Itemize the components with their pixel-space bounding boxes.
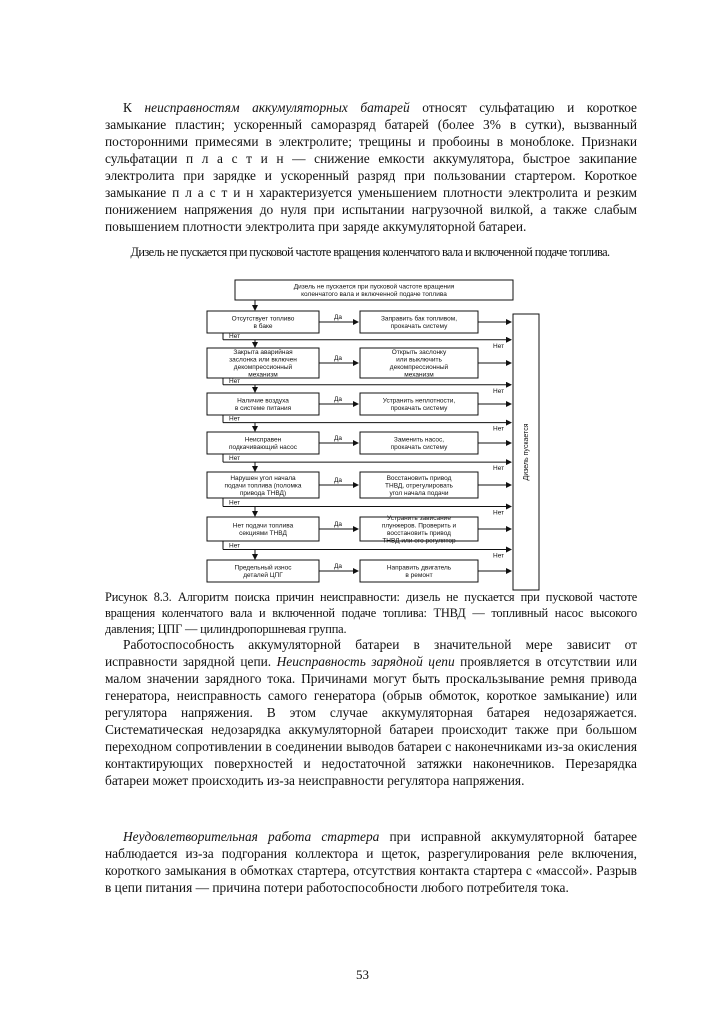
- no-label-right: Нет: [493, 425, 505, 433]
- cause-text: механизм: [248, 371, 278, 379]
- figure-caption: Рисунок 8.3. Алгоритм поиска причин неисправности: дизель не пускается при пусковой частоте вращения коленчатого вала и включенной подаче топлива: ТНВД — топливный насос высокого давления; ЦПГ — цилиндропоршневая группа.: [105, 590, 637, 636]
- no-label-right: Нет: [493, 465, 505, 473]
- flow-side-label: Дизель пускается: [523, 423, 530, 481]
- paragraph-battery-faults: К неисправностям аккумуляторных батарей относят сульфатацию и короткое замыкание пластин; ускоренный саморазряд батарей (более 3% в сутки), вызванный посторонними примесями в электролите; трещины и пробоины в моноблоке. Признаки сульфатации п л а с т и н — снижение емкости аккумулятора, быстрое закипание электролита при зарядке и ускоренный разряд при пользовании стартером. Короткое замыкание п л а с т и н характеризуется уменьшением плотности электролита и резким понижением напряжения до нуля при испытании нагрузочной вилкой, а также слабым повышением плотности электролита при заряде аккумуляторной батареи.: [105, 100, 637, 234]
- page-number: 53: [356, 967, 369, 982]
- yes-label: Да: [333, 477, 343, 484]
- action-text: восстановить привод: [387, 530, 451, 538]
- cause-text: деталей ЦПГ: [243, 572, 283, 580]
- italic-term: Неудовлетворительная работа стартера: [123, 829, 380, 844]
- action-text: Открыть заслонку: [391, 349, 447, 357]
- cause-text: подачи топлива (поломка: [224, 482, 302, 490]
- no-label: Нет: [229, 415, 241, 423]
- yes-label: Да: [333, 355, 343, 362]
- cause-text: подкачивающий насос: [229, 444, 297, 452]
- italic-term: неисправностям аккумуляторных батарей: [144, 100, 410, 115]
- cause-text: в системе питания: [234, 405, 292, 413]
- action-text: Направить двигатель: [386, 564, 452, 572]
- no-label-right: Нет: [493, 387, 505, 395]
- yes-label: Да: [333, 563, 343, 570]
- action-text: или выключить: [396, 356, 442, 364]
- action-text: Устранить зависание: [387, 515, 451, 523]
- cause-text: Нет подачи топлива: [232, 522, 294, 530]
- yes-label: Да: [333, 521, 343, 528]
- action-text: Заменить насос,: [393, 436, 445, 444]
- cause-text: Предельный износ: [234, 564, 292, 572]
- flow-start-text: Дизель не пускается при пусковой частоте вращения: [293, 283, 455, 291]
- no-label-right: Нет: [493, 552, 505, 560]
- cause-text: Наличие воздуха: [237, 397, 289, 405]
- yes-label: Да: [333, 435, 343, 442]
- cause-text: в баке: [253, 323, 273, 331]
- no-label-right: Нет: [493, 509, 505, 517]
- action-text: Восстановить привод: [386, 474, 452, 482]
- flow-start-text: коленчатого вала и включенной подаче топлива: [301, 291, 447, 299]
- no-label: Нет: [229, 332, 241, 340]
- action-text: ТНВД или его регулятор: [382, 537, 456, 545]
- paragraph-charging-circuit: Работоспособность аккумуляторной батареи в значительной мере зависит от исправности зарядной цепи. Неисправность зарядной цепи проявляется в отсутствии или малом значении зарядного тока. Причинами могут быть проскальзывание ремня привода генератора, неисправность самого генератора (обрыв обмоток, короткое замыкание) или регулятора напряжения. В этом случае аккумуляторная батарея недозаряжается. Систематическая недозарядка аккумуляторной батареи происходит также при большом переходном сопротивлении в соединении выводов батареи с наконечниками из-за окисления контактирующих поверхностей и недостаточной затяжки наконечников. Перезарядка батареи может происходить из-за неисправности регулятора напряжения.: [105, 637, 637, 788]
- paragraph-starter: Неудовлетворительная работа стартера при исправной аккумуляторной батарее наблюдается из-за подгорания коллектора и щеток, разрегулирования реле включения, короткого замыкания в обмотках стартера, отсутствия контакта стартера с «массой». Разрыв в цепи питания — причина потери работоспособности любого потребителя тока.: [105, 829, 637, 895]
- cause-text: заслонка или включен: [229, 356, 297, 364]
- no-label-right: Нет: [493, 342, 505, 350]
- action-text: плунжеров. Проверить и: [381, 522, 457, 530]
- diagram-heading: Дизель не пускается при пусковой частоте вращения коленчатого вала и включенной подаче топлива.: [130, 245, 610, 259]
- cause-text: Нарушен угол начала: [230, 474, 296, 482]
- action-text: угол начала подачи: [389, 489, 449, 497]
- italic-term: Неисправность зарядной цепи: [276, 654, 455, 669]
- cause-text: привода ТНВД): [239, 489, 287, 497]
- action-text: декомпрессионный: [389, 364, 449, 372]
- yes-label: Да: [333, 396, 343, 403]
- action-text: механизм: [404, 371, 434, 379]
- yes-label: Да: [333, 314, 343, 321]
- no-label: Нет: [229, 499, 241, 507]
- cause-text: Закрыта аварийная: [233, 349, 293, 357]
- action-text: прокачать систему: [390, 444, 448, 452]
- cause-text: Отсутствует топливо: [231, 315, 295, 323]
- no-label: Нет: [229, 377, 241, 385]
- action-text: прокачать систему: [390, 323, 448, 331]
- cause-text: декомпрессионный: [233, 364, 293, 372]
- cause-text: Неисправен: [244, 436, 282, 444]
- action-text: ТНВД, отрегулировать: [385, 482, 453, 490]
- action-text: Устранить неплотности,: [382, 397, 456, 405]
- action-text: прокачать систему: [390, 405, 448, 413]
- action-text: в ремонт: [405, 572, 433, 580]
- no-label: Нет: [229, 455, 241, 463]
- no-label: Нет: [229, 542, 241, 550]
- flowchart-diagram: [195, 276, 540, 592]
- action-text: Заправить бак топливом,: [380, 315, 458, 323]
- cause-text: секциями ТНВД: [239, 530, 287, 538]
